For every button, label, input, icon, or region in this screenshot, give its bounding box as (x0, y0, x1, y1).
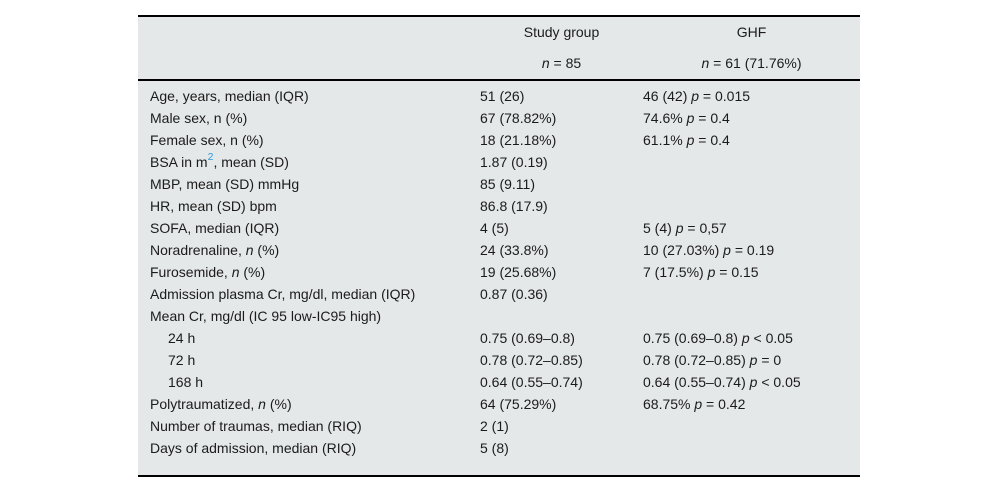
table-row (138, 371, 860, 393)
table-row (138, 393, 860, 415)
ghf-value: 10 (27.03%) p = 0.19 (643, 242, 775, 258)
study-group-value: 18 (21.18%) (480, 132, 557, 148)
row-label: Age, years, median (IQR) (150, 88, 309, 104)
ghf-value: 0.78 (0.72–0.85) p = 0 (643, 352, 782, 368)
table-row (138, 415, 860, 437)
table-row (138, 283, 860, 305)
study-group-value: 67 (78.82%) (480, 110, 557, 126)
ghf-value: 74.6% p = 0.4 (643, 110, 730, 126)
study-group-value: 0.87 (0.36) (480, 286, 548, 302)
header-ghf-n: n = 61 (71.76%) (701, 55, 802, 71)
row-label: Number of traumas, median (RIQ) (150, 418, 362, 434)
row-label: 24 h (168, 330, 196, 346)
header-ghf (643, 17, 860, 79)
table-row (138, 305, 860, 327)
ghf-value: 0.75 (0.69–0.8) p < 0.05 (643, 330, 793, 346)
table-header (138, 17, 860, 79)
header-study-group (480, 17, 643, 79)
ghf-value (643, 173, 860, 195)
study-group-value: 64 (75.29%) (480, 396, 557, 412)
row-label: MBP, mean (SD) mmHg (150, 176, 300, 192)
row-label: 72 h (168, 352, 196, 368)
table-row (138, 85, 860, 107)
study-group-value: 86.8 (17.9) (480, 198, 548, 214)
ghf-value (643, 283, 860, 305)
ghf-value (643, 437, 860, 459)
ghf-value (643, 415, 860, 437)
table-row (138, 129, 860, 151)
bottom-rule (138, 475, 860, 477)
row-label: Male sex, n (%) (150, 110, 248, 126)
table-row (138, 173, 860, 195)
ghf-value (643, 151, 860, 173)
table-row (138, 239, 860, 261)
header-empty-cell (138, 17, 480, 79)
table-row (138, 261, 860, 283)
row-label: Mean Cr, mg/dl (IC 95 low-IC95 high) (150, 308, 382, 324)
table-row (138, 195, 860, 217)
study-group-value: 0.75 (0.69–0.8) (480, 330, 575, 346)
row-label: 168 h (168, 374, 204, 390)
row-label: Female sex, n (%) (150, 132, 264, 148)
row-label: Furosemide, n (%) (150, 264, 266, 280)
study-group-value: 2 (1) (480, 418, 509, 434)
row-label: SOFA, median (IQR) (150, 220, 280, 236)
ghf-value: 5 (4) p = 0,57 (643, 220, 727, 236)
study-group-value: 0.78 (0.72–0.85) (480, 352, 583, 368)
row-label: HR, mean (SD) bpm (150, 198, 277, 214)
ghf-value: 0.64 (0.55–0.74) p < 0.05 (643, 374, 801, 390)
ghf-value: 46 (42) p = 0.015 (643, 88, 751, 104)
ghf-value: 7 (17.5%) p = 0.15 (643, 264, 759, 280)
table-row (138, 217, 860, 239)
study-group-value: 24 (33.8%) (480, 242, 549, 258)
study-group-value: 5 (8) (480, 440, 509, 456)
table-row (138, 327, 860, 349)
row-label: Days of admission, median (RIQ) (150, 440, 357, 456)
bsa-superscript: 2 (207, 151, 214, 164)
header-study-group-n: n = 85 (541, 55, 582, 71)
study-group-value: 19 (25.68%) (480, 264, 557, 280)
study-group-value: 0.64 (0.55–0.74) (480, 374, 583, 390)
study-group-value (480, 305, 643, 327)
study-group-value: 4 (5) (480, 220, 509, 236)
row-label: Admission plasma Cr, mg/dl, median (IQR) (150, 286, 416, 302)
row-label: Noradrenaline, n (%) (150, 242, 280, 258)
study-group-value: 1.87 (0.19) (480, 154, 548, 170)
study-group-value: 85 (9.11) (480, 176, 535, 192)
ghf-value: 61.1% p = 0.4 (643, 132, 730, 148)
row-label: Polytraumatized, n (%) (150, 396, 292, 412)
header-study-group-title: Study group (523, 24, 600, 40)
ghf-value (643, 305, 860, 327)
table-row (138, 107, 860, 129)
header-ghf-title: GHF (736, 24, 767, 40)
ghf-value (643, 195, 860, 217)
ghf-value: 68.75% p = 0.42 (643, 396, 746, 412)
row-label: BSA in $m^2$, mean (SD) (150, 151, 289, 170)
table-row (138, 349, 860, 371)
study-table (138, 15, 860, 477)
table-body (138, 81, 860, 475)
study-group-value: 51 (26) (480, 88, 525, 104)
table-row (138, 437, 860, 459)
table-row (138, 151, 860, 173)
